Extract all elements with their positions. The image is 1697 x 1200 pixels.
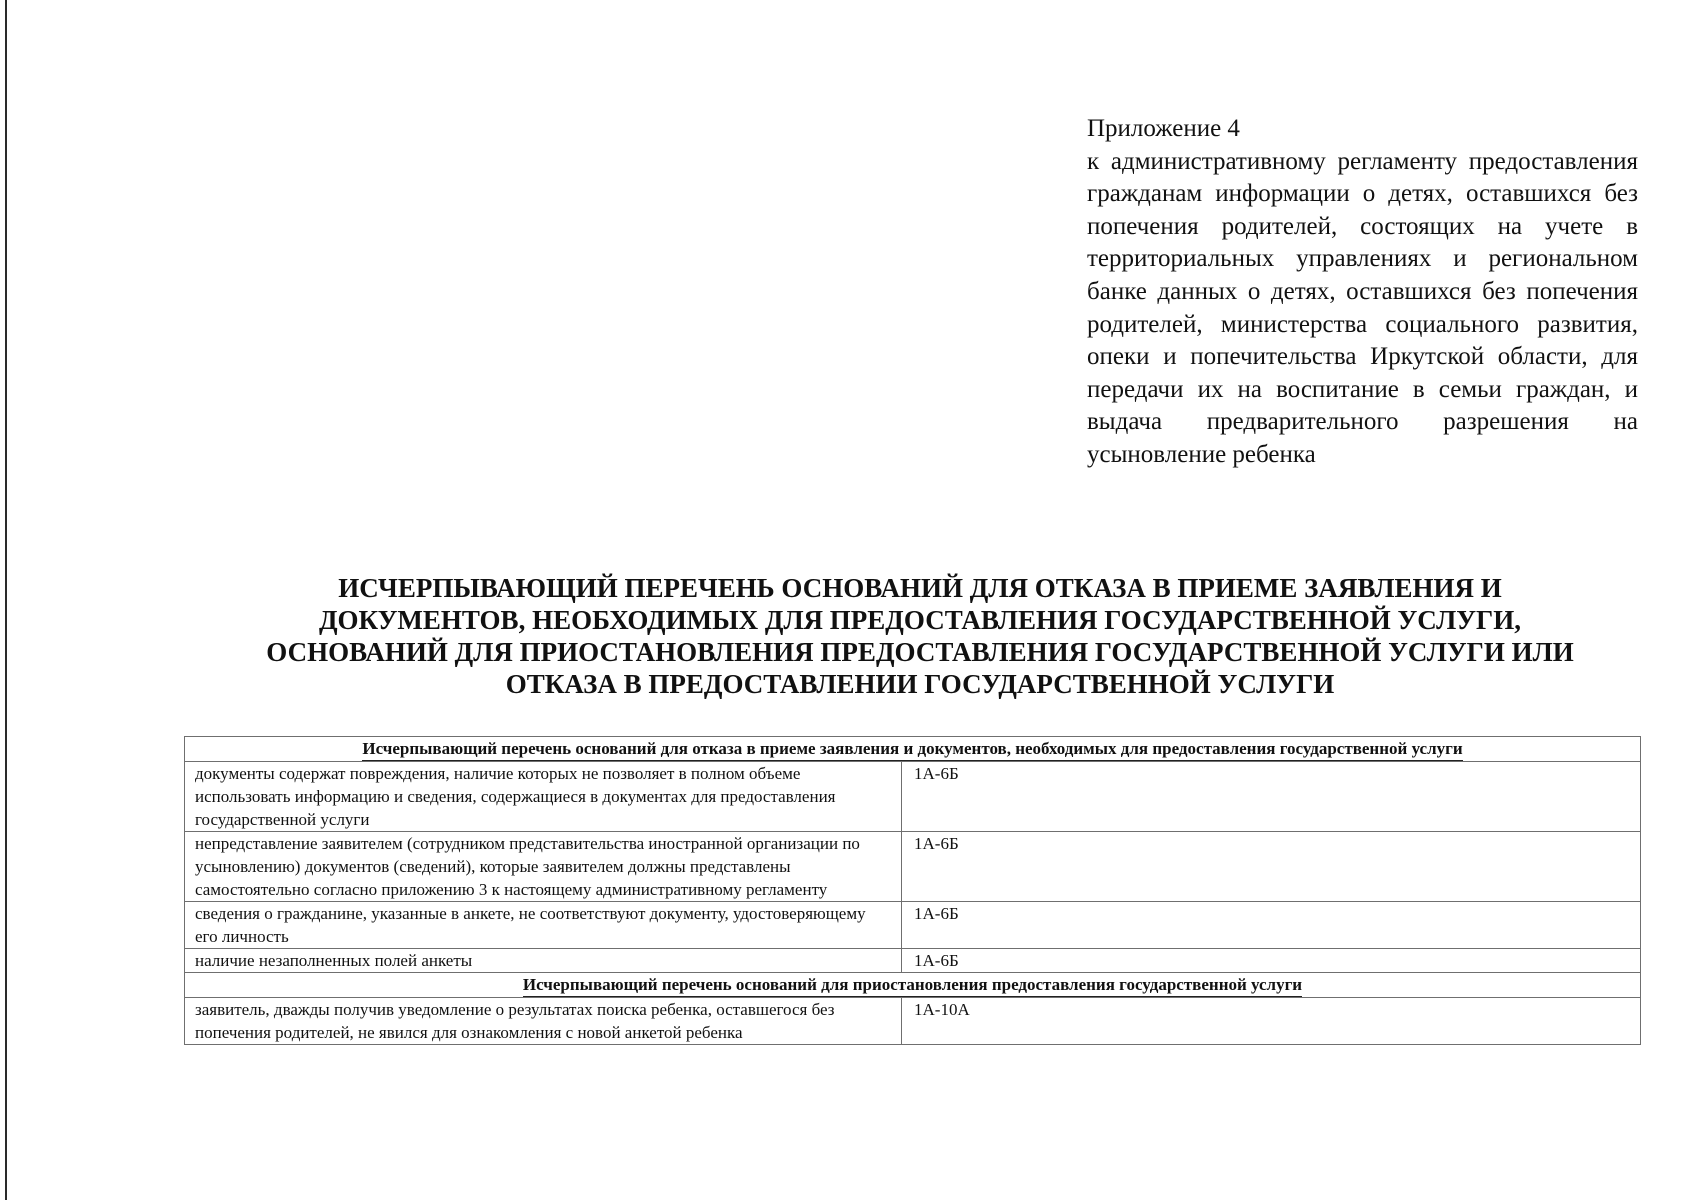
code-cell: 1А-6Б [902, 832, 1641, 902]
code-cell: 1А-6Б [902, 902, 1641, 949]
reason-cell: наличие незаполненных полей анкеты [185, 949, 902, 973]
code-cell: 1А-10А [902, 998, 1641, 1045]
scan-border-line [5, 0, 7, 1200]
table-row [185, 902, 1641, 949]
table-row [185, 762, 1641, 832]
document-title-line: ОСНОВАНИЙ ДЛЯ ПРИОСТАНОВЛЕНИЯ ПРЕДОСТАВЛЕНИЯ ГОСУДАРСТВЕННОЙ УСЛУГИ ИЛИ [266, 637, 1574, 667]
section-header-text: Исчерпывающий перечень оснований для приостановления предоставления государственной услуги [523, 974, 1302, 997]
table-row [185, 949, 1641, 973]
reason-cell: сведения о гражданине, указанные в анкете, не соответствуют документу, удостоверяющему его личность [185, 902, 902, 949]
reason-cell: заявитель, дважды получив уведомление о результатах поиска ребенка, оставшегося без попечения родителей, не явился для ознакомления с новой анкетой ребенка [185, 998, 902, 1045]
reason-cell: документы содержат повреждения, наличие которых не позволяет в полном объеме использовать информацию и сведения, содержащиеся в документах для предоставления государственной услуги [185, 762, 902, 832]
document-title-line: ИСЧЕРПЫВАЮЩИЙ ПЕРЕЧЕНЬ ОСНОВАНИЙ ДЛЯ ОТКАЗА В ПРИЕМЕ ЗАЯВЛЕНИЯ И [338, 573, 1502, 603]
reason-cell: непредставление заявителем (сотрудником представительства иностранной организации по усыновлению) документов (сведений), которые заявителем должны представлены самостоятельно согласно приложению 3 к настоящему административному регламенту [185, 832, 902, 902]
appendix-title: Приложение 4 [1087, 115, 1240, 142]
section-header-refusal-acceptance [185, 737, 1641, 762]
code-cell: 1А-6Б [902, 762, 1641, 832]
document-title [160, 572, 1680, 700]
section-header-row [185, 737, 1641, 762]
document-title-line: ОТКАЗА В ПРЕДОСТАВЛЕНИИ ГОСУДАРСТВЕННОЙ УСЛУГИ [505, 669, 1335, 699]
section-header-text: Исчерпывающий перечень оснований для отказа в приеме заявления и документов, необходимых для предоставления государственной услуги [362, 738, 1462, 761]
section-header-suspension [185, 973, 1641, 998]
table-row [185, 998, 1641, 1045]
appendix-block [1087, 113, 1638, 472]
grounds-table [184, 736, 1641, 1045]
table-row [185, 832, 1641, 902]
appendix-text: к административному регламенту предоставления гражданам информации о детях, оставшихся без попечения родителей, состоящих на учете в территориальных управлениях и региональном банке данных о детях, оставшихся без попечения родителей, министерства социального развития, опеки и попечительства Иркутской области, для передачи их на воспитание в семьи граждан, и выдача предварительного разрешения на усыновление ребенка [1087, 147, 1638, 468]
code-cell: 1А-6Б [902, 949, 1641, 973]
document-title-line: ДОКУМЕНТОВ, НЕОБХОДИМЫХ ДЛЯ ПРЕДОСТАВЛЕНИЯ ГОСУДАРСТВЕННОЙ УСЛУГИ, [318, 605, 1521, 635]
section-header-row [185, 973, 1641, 998]
